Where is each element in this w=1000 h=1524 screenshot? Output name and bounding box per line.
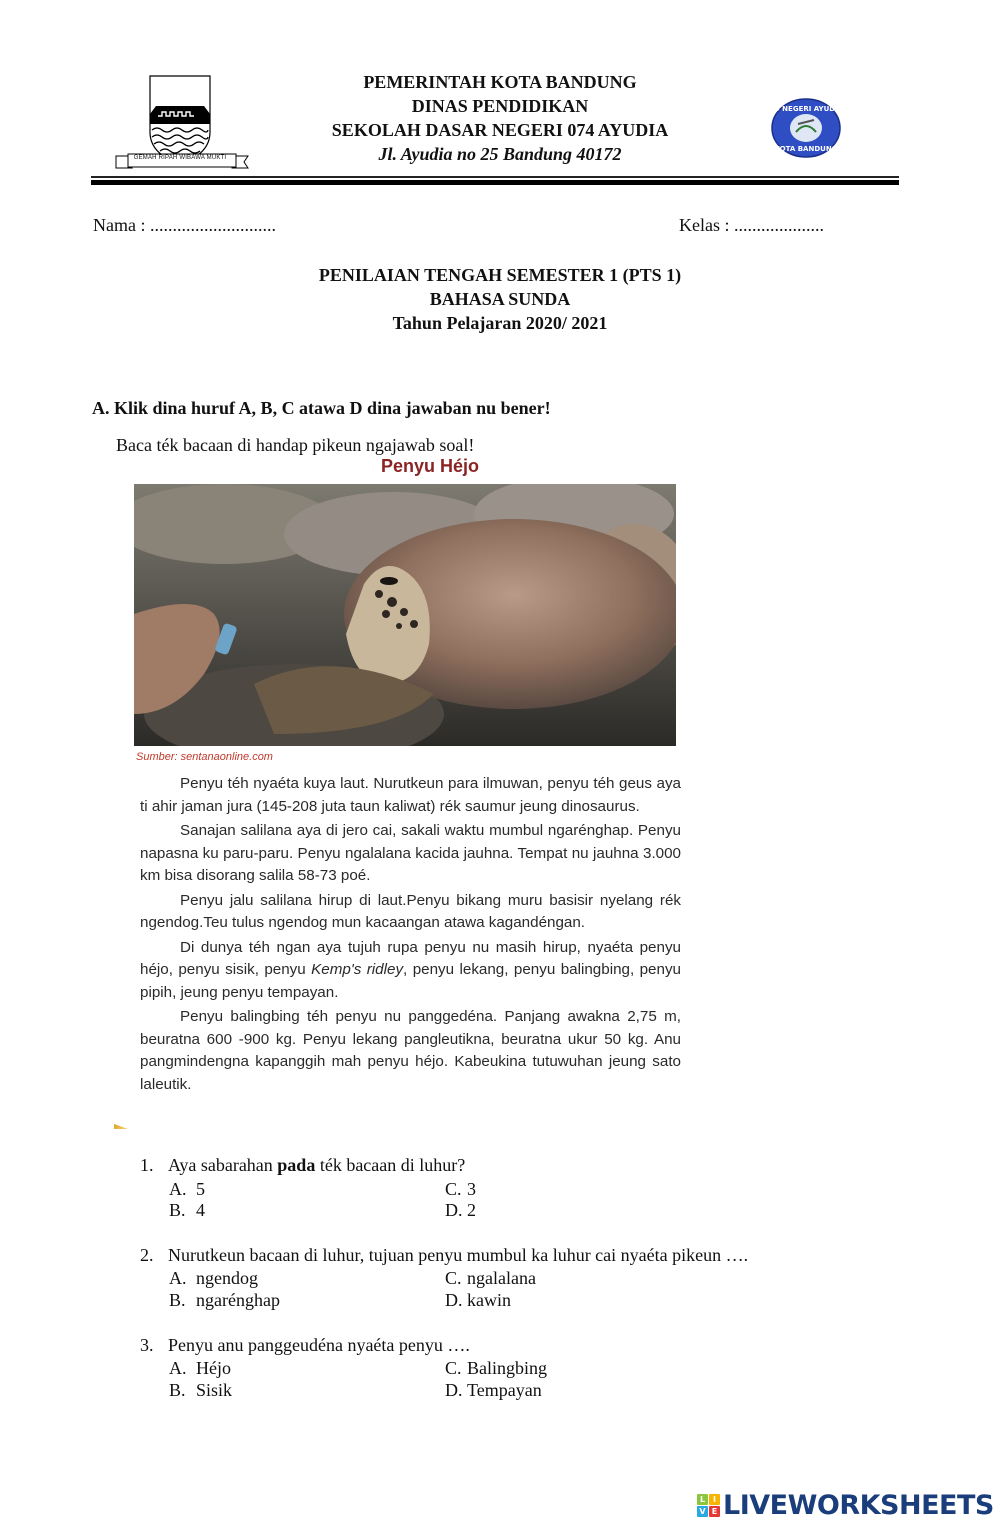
option-text: Balingbing	[467, 1358, 547, 1378]
q3-option-d[interactable]	[445, 1380, 542, 1401]
letterhead-government: PEMERINTAH KOTA BANDUNG	[363, 72, 637, 92]
q3-option-b[interactable]	[169, 1380, 232, 1401]
block-v: V	[697, 1506, 708, 1517]
passage-text: , penyu lekang, penyu balingbing, penyu pipih, jeung penyu tempayan.	[140, 961, 681, 1001]
exam-school-year: Tahun Pelajaran 2020/ 2021	[392, 313, 608, 333]
exam-subject: BAHASA SUNDA	[429, 289, 571, 309]
q1-option-d[interactable]	[445, 1200, 476, 1221]
option-letter[interactable]: B.	[169, 1200, 186, 1220]
svg-text:SD NEGERI AYUDIA: SD NEGERI AYUDIA	[770, 105, 842, 113]
q1-option-c[interactable]	[445, 1179, 476, 1200]
option-letter[interactable]: B.	[169, 1380, 186, 1400]
letterhead-address: Jl. Ayudia no 25 Bandung 40172	[378, 144, 622, 164]
option-text: ngarénghap	[196, 1290, 280, 1310]
corner-mark	[114, 1124, 128, 1129]
passage-paragraph-3: Penyu jalu salilana hirup di laut.Penyu bikang muru basisir nyelang rék ngendog.Teu tulus ngendog mun kacaangan atawa kagandéngan.	[140, 891, 681, 931]
option-text: Héjo	[196, 1358, 231, 1378]
option-text: Sisik	[196, 1380, 233, 1400]
class-field: Kelas : ....................	[679, 215, 824, 235]
q1-option-b[interactable]	[169, 1200, 205, 1221]
option-text: ngendog	[196, 1268, 258, 1288]
passage-paragraph-1: Penyu téh nyaéta kuya laut. Nurutkeun para ilmuwan, penyu téh geus aya ti ahir jaman jura (145-208 juta taun kaliwat) rék saumur jeung dinosaurus.	[140, 775, 681, 815]
school-emblem-logo	[770, 98, 842, 158]
option-letter[interactable]: B.	[169, 1290, 186, 1310]
option-text: 4	[196, 1200, 205, 1220]
question-number: 1.	[140, 1155, 154, 1175]
question-text: Nurutkeun bacaan di luhur, tujuan penyu mumbul ka luhur cai nyaéta pikeun ….	[168, 1245, 749, 1265]
liveworksheets-wordmark: LIVEWORKSHEETS	[723, 1489, 994, 1521]
option-letter[interactable]: D.	[445, 1290, 463, 1310]
passage-paragraph-5: Penyu balingbing téh penyu nu panggedéna. Panjang awakna 2,75 m, beuratna 600 -900 kg. Penyu lekang pangleutikna, beuratna ukur 50 kg. Anu pangmindengna kapanggih mah penyu héjo. Kabeukina tutuwuhan jeung sato laleutik.	[140, 1008, 681, 1093]
reading-passage	[140, 773, 681, 1098]
question-text-part: Aya sabarahan	[168, 1155, 278, 1175]
reading-instruction: Baca ték bacaan di handap pikeun ngajawab soal!	[116, 435, 475, 455]
question-text: Penyu anu panggeudéna nyaéta penyu ….	[168, 1335, 470, 1355]
block-l: L	[697, 1494, 708, 1505]
option-letter[interactable]: D.	[445, 1200, 463, 1220]
block-e: E	[709, 1506, 720, 1517]
option-letter[interactable]: A.	[169, 1358, 187, 1378]
q2-option-d[interactable]	[445, 1290, 511, 1311]
q2-option-b[interactable]	[169, 1290, 280, 1311]
option-text: 5	[196, 1179, 205, 1199]
question-text	[168, 1155, 465, 1176]
letterhead-divider-thick	[91, 180, 899, 185]
option-letter[interactable]: A.	[169, 1179, 187, 1199]
name-field: Nama : ............................	[93, 215, 276, 235]
crest-motto: GEMAH RIPAH WIBAWA MUKTI	[133, 155, 227, 161]
svg-text:KOTA BANDUNG: KOTA BANDUNG	[774, 145, 838, 153]
sea-turtles-photo	[134, 484, 676, 746]
passage-paragraph-2: Sanajan salilana aya di jero cai, sakali waktu mumbul ngarénghap. Penyu napasna ku paru-paru. Penyu ngalalana kacida jauhna. Tempat nu jauhna 3.000 km bisa disorang salila 58-73 poé.	[140, 822, 681, 884]
q1-option-a[interactable]	[169, 1179, 205, 1200]
q2-option-c[interactable]	[445, 1268, 536, 1289]
option-text: Tempayan	[467, 1380, 542, 1400]
question-text-bold: pada	[277, 1155, 316, 1175]
letterhead-department: DINAS PENDIDIKAN	[411, 96, 589, 116]
option-letter[interactable]: C.	[445, 1358, 462, 1378]
option-text: 3	[467, 1179, 476, 1199]
option-text: 2	[467, 1200, 476, 1220]
question-number: 3.	[140, 1335, 154, 1355]
letterhead-divider-thin	[91, 176, 899, 178]
q3-option-c[interactable]	[445, 1358, 547, 1379]
species-name-italic: Kemp's ridley	[311, 961, 404, 978]
passage-text: Di dunya téh ngan aya tujuh rupa penyu nu masih hirup, nyaéta penyu héjo, penyu sisik, penyu	[140, 938, 681, 978]
passage-paragraph-4	[140, 937, 681, 1005]
option-text: ngalalana	[467, 1268, 536, 1288]
option-letter[interactable]: A.	[169, 1268, 187, 1288]
q2-option-a[interactable]	[169, 1268, 258, 1289]
option-letter[interactable]: D.	[445, 1380, 463, 1400]
q3-option-a[interactable]	[169, 1358, 231, 1379]
reading-title: Penyu Héjo	[380, 456, 480, 476]
section-a-heading: A. Klik dina huruf A, B, C atawa D dina jawaban nu bener!	[92, 398, 551, 418]
liveworksheets-watermark	[697, 1490, 994, 1520]
block-i: I	[709, 1494, 720, 1505]
option-letter[interactable]: C.	[445, 1268, 462, 1288]
option-text: kawin	[467, 1290, 511, 1310]
option-letter[interactable]: C.	[445, 1179, 462, 1199]
live-blocks-icon	[697, 1494, 720, 1517]
question-number: 2.	[140, 1245, 154, 1265]
photo-source: Sumber: sentanaonline.com	[136, 751, 273, 763]
exam-title: PENILAIAN TENGAH SEMESTER 1 (PTS 1)	[318, 265, 682, 285]
letterhead-school-name: SEKOLAH DASAR NEGERI 074 AYUDIA	[331, 120, 669, 140]
question-text-part: ték bacaan di luhur?	[315, 1155, 466, 1175]
